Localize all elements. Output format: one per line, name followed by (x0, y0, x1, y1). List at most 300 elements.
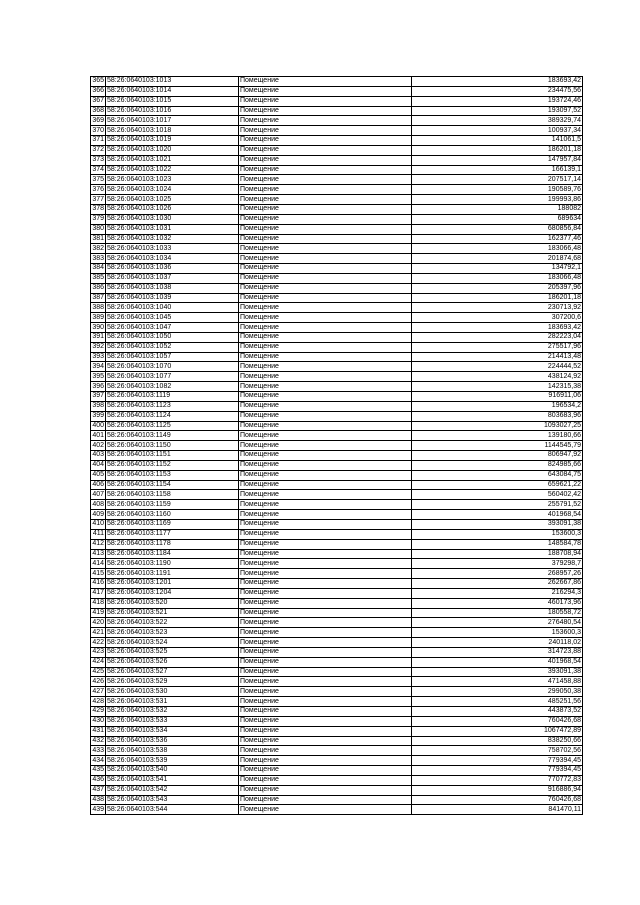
cadastral-number-cell: 58:26:0640103:1070 (106, 362, 239, 372)
cadastral-value-cell: 314723,88 (412, 647, 583, 657)
cadastral-value-cell: 460173,96 (412, 598, 583, 608)
table-row (91, 332, 583, 342)
cadastral-number-cell: 58:26:0640103:1057 (106, 352, 239, 362)
table-row (91, 126, 583, 136)
row-number-cell: 413 (92, 549, 104, 557)
table-row (91, 313, 583, 323)
cadastral-number-cell: 58:26:0640103:1178 (106, 539, 239, 549)
row-number-cell: 398 (92, 402, 104, 410)
cadastral-number-cell: 58:26:0640103:530 (106, 687, 239, 697)
object-type-cell: Помещение (239, 411, 412, 421)
cadastral-value-cell: 758702,56 (412, 746, 583, 756)
cadastral-number-cell: 58:26:0640103:1169 (106, 519, 239, 529)
table-body (91, 77, 583, 815)
object-type-cell: Помещение (239, 539, 412, 549)
cadastral-number-cell: 58:26:0640103:540 (106, 766, 239, 776)
row-number-cell: 392 (92, 343, 104, 351)
cadastral-number-cell: 58:26:0640103:523 (106, 628, 239, 638)
row-number-cell: 386 (92, 284, 104, 292)
row-number-cell: 431 (92, 727, 104, 735)
cadastral-value-cell: 916886,94 (412, 785, 583, 795)
cadastral-value-cell: 643084,75 (412, 470, 583, 480)
cadastral-number-cell: 58:26:0640103:533 (106, 716, 239, 726)
row-number-cell: 405 (92, 471, 104, 479)
table-row (91, 136, 583, 146)
cadastral-value-cell: 393091,38 (412, 667, 583, 677)
table-row (91, 460, 583, 470)
row-number-cell: 370 (92, 126, 104, 134)
table-row (91, 234, 583, 244)
table-row (91, 441, 583, 451)
object-type-cell: Помещение (239, 273, 412, 283)
object-type-cell: Помещение (239, 77, 412, 87)
object-type-cell: Помещение (239, 726, 412, 736)
row-number-cell: 439 (92, 805, 104, 813)
object-type-cell: Помещение (239, 175, 412, 185)
table-row (91, 362, 583, 372)
cadastral-value-cell: 153600,3 (412, 529, 583, 539)
table-row (91, 175, 583, 185)
cadastral-value-cell: 401968,54 (412, 657, 583, 667)
cadastral-value-cell: 760426,68 (412, 716, 583, 726)
row-number-cell: 391 (92, 333, 104, 341)
cadastral-value-cell: 141061,5 (412, 136, 583, 146)
row-number-cell: 400 (92, 421, 104, 429)
row-number-cell: 417 (92, 589, 104, 597)
row-number-cell: 412 (92, 540, 104, 548)
row-number-cell: 430 (92, 717, 104, 725)
cadastral-number-cell: 58:26:0640103:532 (106, 707, 239, 717)
row-number-cell: 397 (92, 392, 104, 400)
cadastral-value-cell: 485251,56 (412, 697, 583, 707)
row-number-cell: 415 (92, 569, 104, 577)
object-type-cell: Помещение (239, 647, 412, 657)
cadastral-number-cell: 58:26:0640103:536 (106, 736, 239, 746)
object-type-cell: Помещение (239, 106, 412, 116)
table-row (91, 677, 583, 687)
row-number-cell: 389 (92, 313, 104, 321)
cadastral-value-cell: 401968,54 (412, 510, 583, 520)
table-row (91, 264, 583, 274)
row-number-cell: 409 (92, 510, 104, 518)
row-number-cell: 369 (92, 116, 104, 124)
object-type-cell: Помещение (239, 746, 412, 756)
object-type-cell: Помещение (239, 766, 412, 776)
table-row (91, 549, 583, 559)
object-type-cell: Помещение (239, 342, 412, 352)
object-type-cell: Помещение (239, 392, 412, 402)
row-number-cell: 371 (92, 136, 104, 144)
row-number-cell: 432 (92, 736, 104, 744)
row-number-cell: 414 (92, 559, 104, 567)
table-row (91, 77, 583, 87)
row-number-cell: 419 (92, 608, 104, 616)
cadastral-value-cell: 803683,96 (412, 411, 583, 421)
cadastral-value-cell: 276480,54 (412, 618, 583, 628)
row-number-cell: 416 (92, 579, 104, 587)
object-type-cell: Помещение (239, 549, 412, 559)
row-number-cell: 373 (92, 156, 104, 164)
cadastral-value-cell: 183693,42 (412, 77, 583, 87)
cadastral-number-cell: 58:26:0640103:1039 (106, 293, 239, 303)
cadastral-value-cell: 139180,66 (412, 431, 583, 441)
table-row (91, 86, 583, 96)
object-type-cell: Помещение (239, 165, 412, 175)
row-number-cell: 426 (92, 677, 104, 685)
object-type-cell: Помещение (239, 687, 412, 697)
table-row (91, 342, 583, 352)
object-type-cell: Помещение (239, 775, 412, 785)
row-number-cell: 420 (92, 618, 104, 626)
object-type-cell: Помещение (239, 313, 412, 323)
table-row (91, 244, 583, 254)
row-number-cell: 433 (92, 746, 104, 754)
cadastral-value-cell: 207517,14 (412, 175, 583, 185)
cadastral-number-cell: 58:26:0640103:1020 (106, 145, 239, 155)
object-type-cell: Помещение (239, 805, 412, 815)
cadastral-value-cell: 806947,92 (412, 451, 583, 461)
cadastral-number-cell: 58:26:0640103:1052 (106, 342, 239, 352)
cadastral-value-cell: 214413,48 (412, 352, 583, 362)
object-type-cell: Помещение (239, 795, 412, 805)
object-type-cell: Помещение (239, 136, 412, 146)
row-number-cell: 374 (92, 166, 104, 174)
table-row (91, 608, 583, 618)
cadastral-value-cell: 100937,34 (412, 126, 583, 136)
row-number-cell: 394 (92, 362, 104, 370)
table-row (91, 165, 583, 175)
table-row (91, 579, 583, 589)
object-type-cell: Помещение (239, 195, 412, 205)
cadastral-value-cell: 190589,76 (412, 185, 583, 195)
cadastral-number-cell: 58:26:0640103:1030 (106, 214, 239, 224)
object-type-cell: Помещение (239, 431, 412, 441)
cadastral-number-cell: 58:26:0640103:1151 (106, 451, 239, 461)
row-number-cell: 422 (92, 638, 104, 646)
cadastral-number-cell: 58:26:0640103:531 (106, 697, 239, 707)
object-type-cell: Помещение (239, 283, 412, 293)
cadastral-number-cell: 58:26:0640103:1036 (106, 264, 239, 274)
table-row (91, 539, 583, 549)
cadastral-number-cell: 58:26:0640103:1119 (106, 392, 239, 402)
row-number-cell: 435 (92, 766, 104, 774)
cadastral-value-cell: 199993,86 (412, 195, 583, 205)
row-number-cell: 428 (92, 697, 104, 705)
cadastral-number-cell: 58:26:0640103:1015 (106, 96, 239, 106)
row-number-cell: 379 (92, 215, 104, 223)
table-row (91, 392, 583, 402)
cadastral-number-cell: 58:26:0640103:1019 (106, 136, 239, 146)
row-number-cell: 385 (92, 274, 104, 282)
table-row (91, 805, 583, 815)
cadastral-number-cell: 58:26:0640103:529 (106, 677, 239, 687)
cadastral-number-cell: 58:26:0640103:522 (106, 618, 239, 628)
cadastral-number-cell: 58:26:0640103:1018 (106, 126, 239, 136)
cadastral-value-cell: 443873,52 (412, 707, 583, 717)
cadastral-number-cell: 58:26:0640103:1158 (106, 490, 239, 500)
cadastral-value-cell: 268957,26 (412, 569, 583, 579)
object-type-cell: Помещение (239, 204, 412, 214)
cadastral-number-cell: 58:26:0640103:539 (106, 756, 239, 766)
cadastral-value-cell: 162377,46 (412, 234, 583, 244)
table-row (91, 116, 583, 126)
cadastral-number-cell: 58:26:0640103:526 (106, 657, 239, 667)
table-row (91, 451, 583, 461)
cadastral-number-cell: 58:26:0640103:1034 (106, 254, 239, 264)
object-type-cell: Помещение (239, 519, 412, 529)
row-number-cell: 403 (92, 451, 104, 459)
cadastral-value-cell: 240118,02 (412, 638, 583, 648)
table-row (91, 382, 583, 392)
object-type-cell: Помещение (239, 657, 412, 667)
row-number-cell: 404 (92, 461, 104, 469)
cadastral-value-cell: 224444,52 (412, 362, 583, 372)
table-row (91, 283, 583, 293)
cadastral-value-cell: 147957,84 (412, 155, 583, 165)
cadastral-table (90, 76, 583, 815)
cadastral-value-cell: 680856,84 (412, 224, 583, 234)
table-row (91, 598, 583, 608)
cadastral-number-cell: 58:26:0640103:1154 (106, 480, 239, 490)
cadastral-number-cell: 58:26:0640103:1160 (106, 510, 239, 520)
object-type-cell: Помещение (239, 569, 412, 579)
object-type-cell: Помещение (239, 707, 412, 717)
cadastral-number-cell: 58:26:0640103:1149 (106, 431, 239, 441)
object-type-cell: Помещение (239, 480, 412, 490)
table-row (91, 185, 583, 195)
table-row (91, 155, 583, 165)
cadastral-value-cell: 153600,3 (412, 628, 583, 638)
table-row (91, 559, 583, 569)
table-row (91, 628, 583, 638)
cadastral-value-cell: 779394,45 (412, 766, 583, 776)
table-row (91, 687, 583, 697)
row-number-cell: 421 (92, 628, 104, 636)
cadastral-value-cell: 180558,72 (412, 608, 583, 618)
table-row (91, 638, 583, 648)
cadastral-number-cell: 58:26:0640103:1014 (106, 86, 239, 96)
cadastral-number-cell: 58:26:0640103:1152 (106, 460, 239, 470)
cadastral-number-cell: 58:26:0640103:1123 (106, 401, 239, 411)
object-type-cell: Помещение (239, 490, 412, 500)
row-number-cell: 393 (92, 353, 104, 361)
table-row (91, 785, 583, 795)
table-row (91, 657, 583, 667)
table-row (91, 519, 583, 529)
object-type-cell: Помещение (239, 254, 412, 264)
row-number-cell: 368 (92, 106, 104, 114)
row-number-cell: 406 (92, 481, 104, 489)
object-type-cell: Помещение (239, 401, 412, 411)
row-number-cell: 410 (92, 520, 104, 528)
row-number-cell: 407 (92, 490, 104, 498)
cadastral-number-cell: 58:26:0640103:1150 (106, 441, 239, 451)
row-number-cell: 396 (92, 382, 104, 390)
cadastral-number-cell: 58:26:0640103:1204 (106, 588, 239, 598)
table-row (91, 588, 583, 598)
cadastral-number-cell: 58:26:0640103:1159 (106, 500, 239, 510)
cadastral-number-cell: 58:26:0640103:1017 (106, 116, 239, 126)
table-row (91, 795, 583, 805)
table-row (91, 716, 583, 726)
cadastral-number-cell: 58:26:0640103:1201 (106, 579, 239, 589)
cadastral-number-cell: 58:26:0640103:521 (106, 608, 239, 618)
table-row (91, 470, 583, 480)
cadastral-value-cell: 299050,38 (412, 687, 583, 697)
object-type-cell: Помещение (239, 716, 412, 726)
row-number-cell: 387 (92, 293, 104, 301)
cadastral-number-cell: 58:26:0640103:1047 (106, 323, 239, 333)
cadastral-number-cell: 58:26:0640103:1082 (106, 382, 239, 392)
cadastral-number-cell: 58:26:0640103:543 (106, 795, 239, 805)
table-row (91, 431, 583, 441)
cadastral-value-cell: 471458,88 (412, 677, 583, 687)
object-type-cell: Помещение (239, 86, 412, 96)
table-row (91, 195, 583, 205)
cadastral-value-cell: 186201,18 (412, 293, 583, 303)
cadastral-value-cell: 234475,56 (412, 86, 583, 96)
cadastral-number-cell: 58:26:0640103:1033 (106, 244, 239, 254)
cadastral-value-cell: 275517,96 (412, 342, 583, 352)
cadastral-number-cell: 58:26:0640103:1191 (106, 569, 239, 579)
cadastral-value-cell: 1093027,25 (412, 421, 583, 431)
row-number-cell: 401 (92, 431, 104, 439)
table-row (91, 510, 583, 520)
cadastral-value-cell: 216294,3 (412, 588, 583, 598)
cadastral-table-container (90, 76, 582, 815)
cadastral-value-cell: 262667,86 (412, 579, 583, 589)
object-type-cell: Помещение (239, 155, 412, 165)
row-number-cell: 436 (92, 776, 104, 784)
table-row (91, 726, 583, 736)
table-row (91, 372, 583, 382)
object-type-cell: Помещение (239, 756, 412, 766)
cadastral-number-cell: 58:26:0640103:544 (106, 805, 239, 815)
object-type-cell: Помещение (239, 224, 412, 234)
cadastral-number-cell: 58:26:0640103:520 (106, 598, 239, 608)
cadastral-number-cell: 58:26:0640103:1077 (106, 372, 239, 382)
object-type-cell: Помещение (239, 628, 412, 638)
row-number-cell: 365 (92, 77, 104, 85)
table-row (91, 411, 583, 421)
object-type-cell: Помещение (239, 451, 412, 461)
object-type-cell: Помещение (239, 362, 412, 372)
object-type-cell: Помещение (239, 697, 412, 707)
table-row (91, 746, 583, 756)
table-row (91, 214, 583, 224)
row-number-cell: 395 (92, 372, 104, 380)
table-row (91, 697, 583, 707)
cadastral-value-cell: 196534,2 (412, 401, 583, 411)
row-number-cell: 408 (92, 500, 104, 508)
object-type-cell: Помещение (239, 470, 412, 480)
cadastral-number-cell: 58:26:0640103:1125 (106, 421, 239, 431)
cadastral-number-cell: 58:26:0640103:1022 (106, 165, 239, 175)
cadastral-number-cell: 58:26:0640103:1021 (106, 155, 239, 165)
cadastral-value-cell: 148584,78 (412, 539, 583, 549)
row-number-cell: 427 (92, 687, 104, 695)
cadastral-number-cell: 58:26:0640103:1040 (106, 303, 239, 313)
object-type-cell: Помещение (239, 116, 412, 126)
object-type-cell: Помещение (239, 579, 412, 589)
table-row (91, 323, 583, 333)
row-number-cell: 434 (92, 756, 104, 764)
table-row (91, 766, 583, 776)
table-row (91, 204, 583, 214)
row-number-cell: 378 (92, 205, 104, 213)
cadastral-number-cell: 58:26:0640103:1153 (106, 470, 239, 480)
cadastral-number-cell: 58:26:0640103:1032 (106, 234, 239, 244)
table-row (91, 736, 583, 746)
row-number-cell: 384 (92, 264, 104, 272)
object-type-cell: Помещение (239, 332, 412, 342)
table-row (91, 756, 583, 766)
cadastral-value-cell: 841470,11 (412, 805, 583, 815)
object-type-cell: Помещение (239, 441, 412, 451)
cadastral-value-cell: 770772,83 (412, 775, 583, 785)
table-row (91, 145, 583, 155)
cadastral-value-cell: 379298,7 (412, 559, 583, 569)
table-row (91, 775, 583, 785)
cadastral-number-cell: 58:26:0640103:1124 (106, 411, 239, 421)
object-type-cell: Помещение (239, 185, 412, 195)
object-type-cell: Помещение (239, 736, 412, 746)
cadastral-value-cell: 142315,38 (412, 382, 583, 392)
row-number-cell: 399 (92, 412, 104, 420)
table-row (91, 401, 583, 411)
row-number-cell: 376 (92, 185, 104, 193)
cadastral-value-cell: 659621,22 (412, 480, 583, 490)
cadastral-value-cell: 205397,96 (412, 283, 583, 293)
object-type-cell: Помещение (239, 510, 412, 520)
table-row (91, 500, 583, 510)
row-number-cell: 367 (92, 97, 104, 105)
table-row (91, 106, 583, 116)
cadastral-number-cell: 58:26:0640103:1026 (106, 204, 239, 214)
cadastral-value-cell: 1144545,79 (412, 441, 583, 451)
cadastral-number-cell: 58:26:0640103:524 (106, 638, 239, 648)
row-number-cell: 411 (91, 529, 106, 539)
row-number-cell: 438 (92, 796, 104, 804)
object-type-cell: Помещение (239, 96, 412, 106)
row-number-cell: 383 (92, 254, 104, 262)
row-number-cell: 418 (92, 599, 104, 607)
row-number-cell: 437 (92, 786, 104, 794)
row-number-cell: 424 (92, 658, 104, 666)
table-row (91, 490, 583, 500)
cadastral-value-cell: 193724,46 (412, 96, 583, 106)
object-type-cell: Помещение (239, 588, 412, 598)
object-type-cell: Помещение (239, 303, 412, 313)
cadastral-value-cell: 134792,1 (412, 264, 583, 274)
object-type-cell: Помещение (239, 529, 412, 539)
cadastral-number-cell: 58:26:0640103:1038 (106, 283, 239, 293)
cadastral-value-cell: 193097,52 (412, 106, 583, 116)
row-number-cell: 390 (92, 323, 104, 331)
cadastral-number-cell: 58:26:0640103:1184 (106, 549, 239, 559)
object-type-cell: Помещение (239, 234, 412, 244)
cadastral-value-cell: 779394,45 (412, 756, 583, 766)
cadastral-value-cell: 689634 (412, 214, 583, 224)
table-row (91, 647, 583, 657)
object-type-cell: Помещение (239, 382, 412, 392)
object-type-cell: Помещение (239, 677, 412, 687)
cadastral-value-cell: 307200,6 (412, 313, 583, 323)
cadastral-value-cell: 183066,48 (412, 273, 583, 283)
row-number-cell: 429 (92, 707, 104, 715)
row-number-cell: 375 (92, 175, 104, 183)
cadastral-number-cell: 58:26:0640103:542 (106, 785, 239, 795)
